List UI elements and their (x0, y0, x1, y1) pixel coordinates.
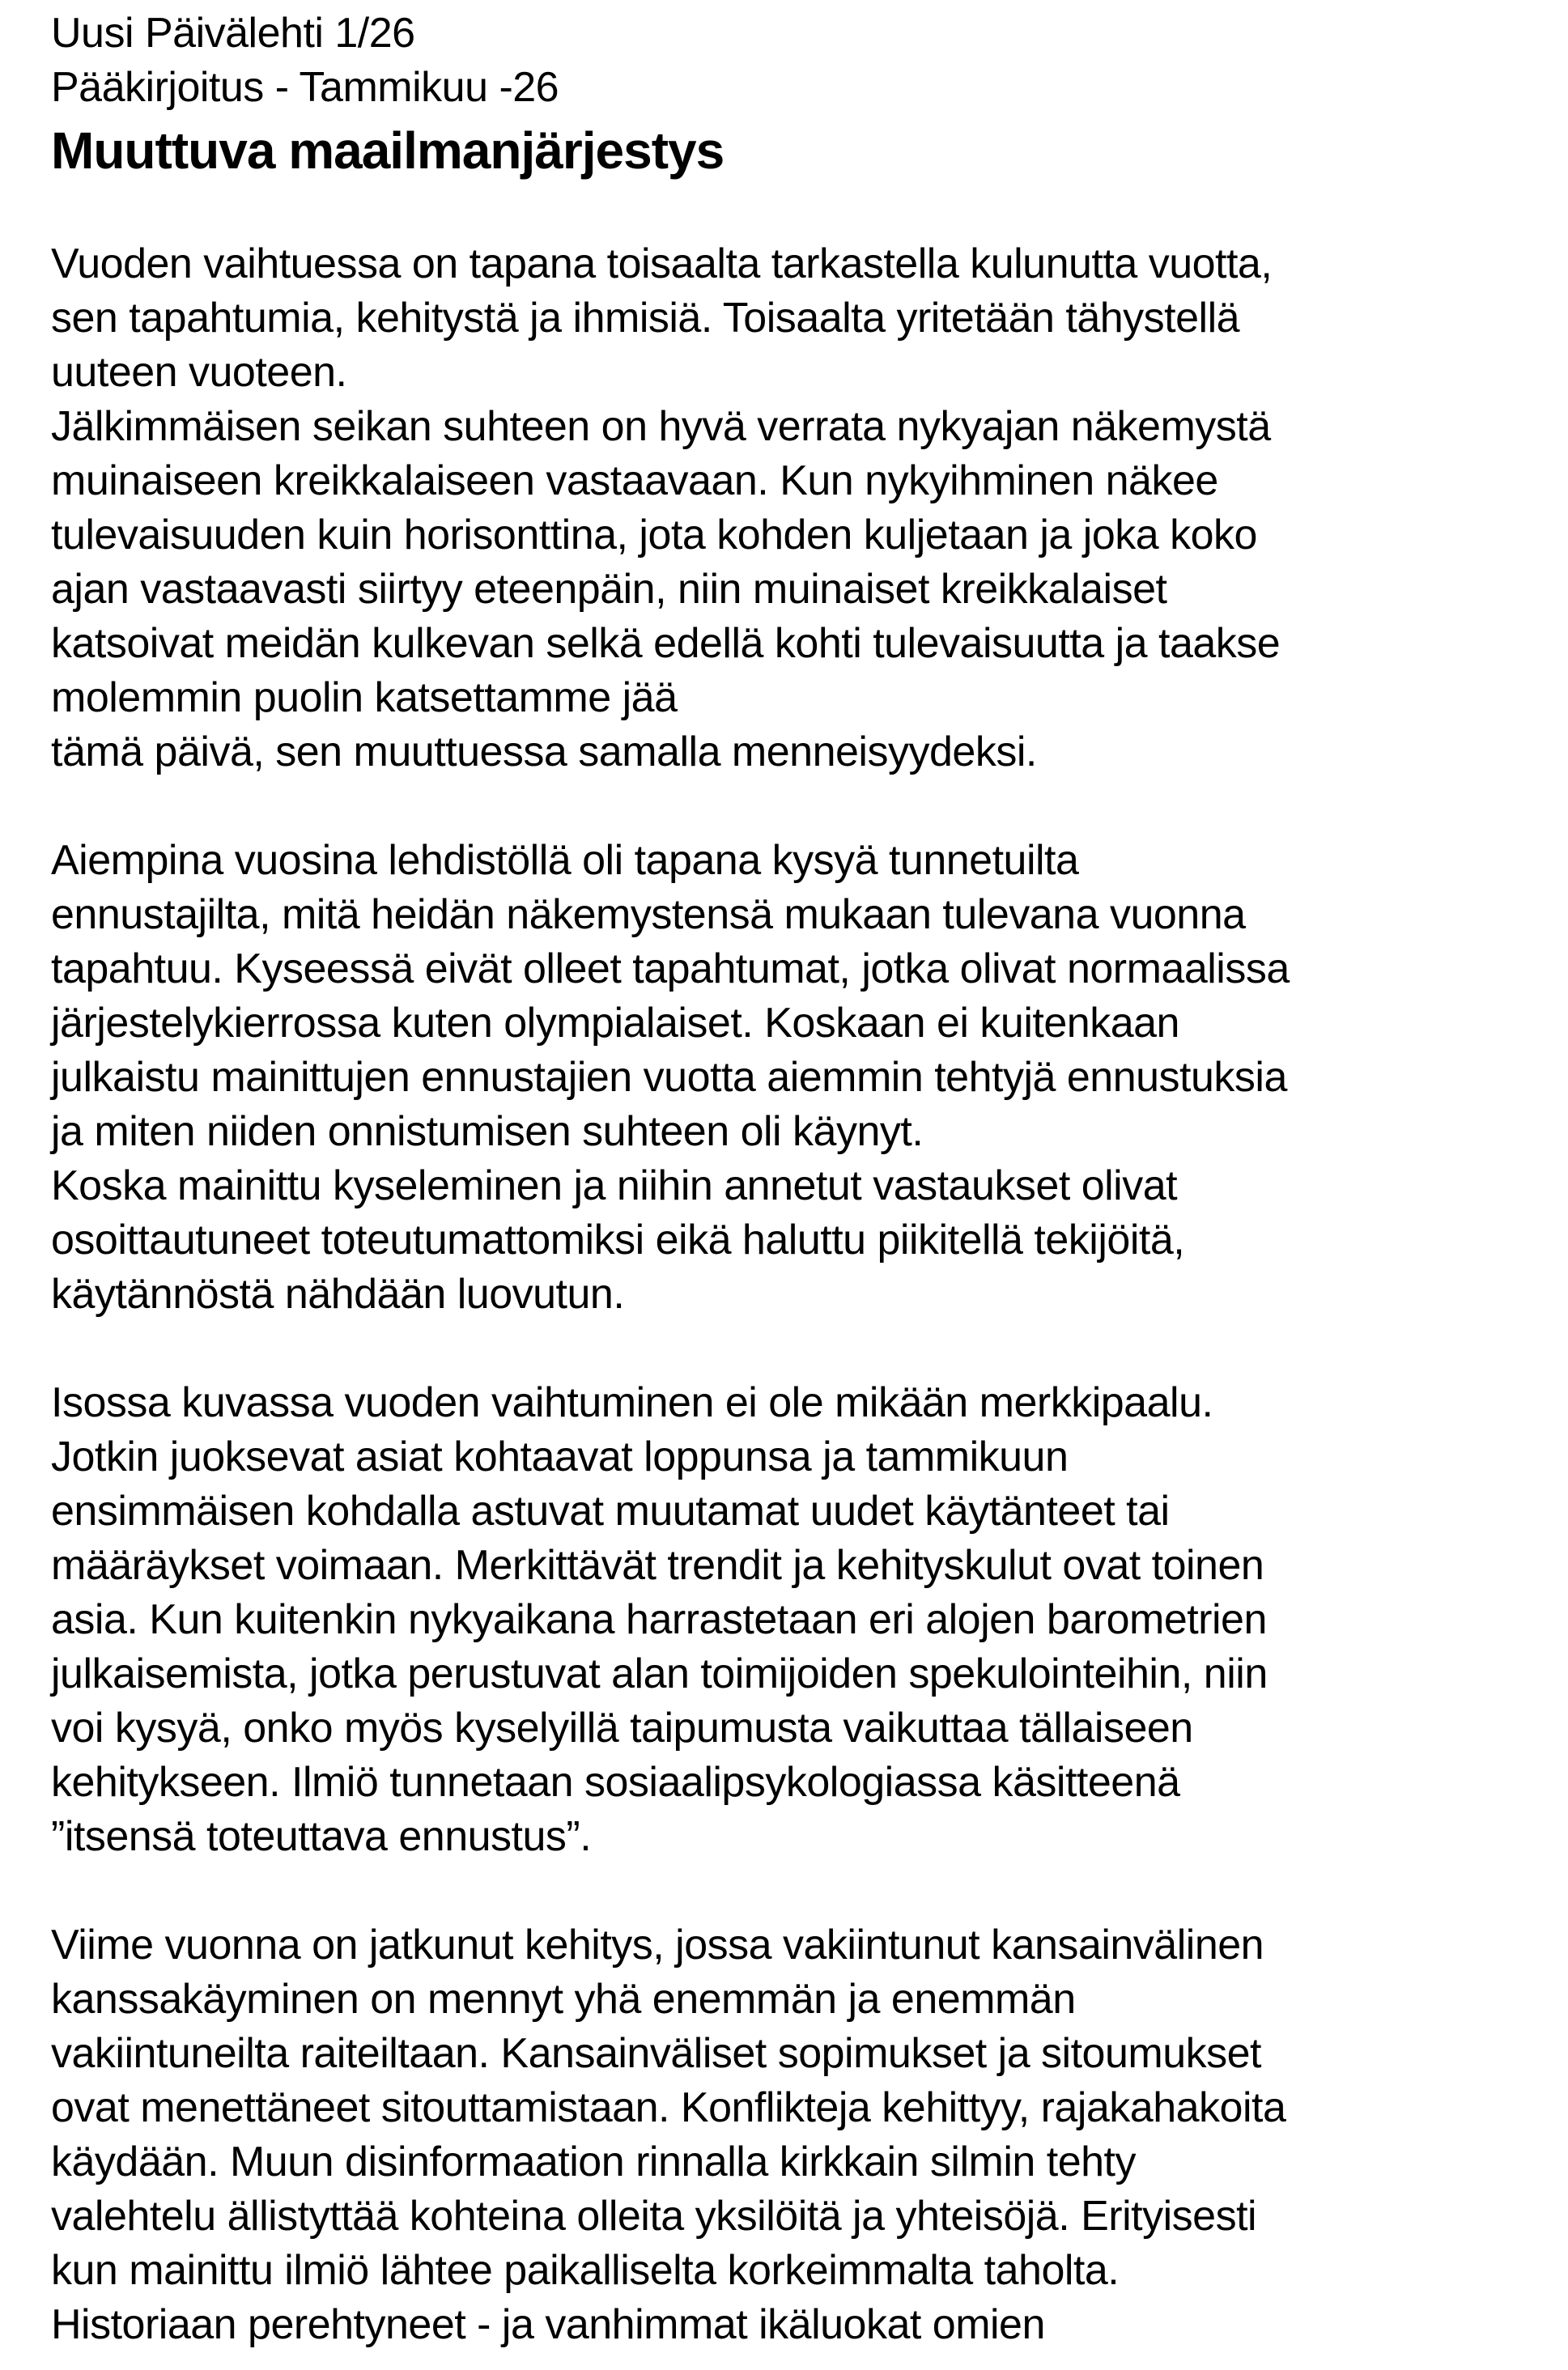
text-line: vakiintuneilta raiteiltaan. Kansainväliset sopimukset ja sitoumukset (51, 2030, 1261, 2077)
text-line: kehitykseen. Ilmiö tunnetaan sosiaalipsykologiassa käsitteenä (51, 1759, 1180, 1806)
paragraph (51, 237, 1544, 779)
text-line: järjestelykierrossa kuten olympialaiset. Koskaan ei kuitenkaan (51, 1000, 1179, 1047)
text-line: julkaisemista, jotka perustuvat alan toimijoiden spekulointeihin, niin (51, 1650, 1268, 1697)
text-line: kanssakäyminen on mennyt yhä enemmän ja enemmän (51, 1976, 1076, 2023)
text-line: osoittautuneet toteutumattomiksi eikä haluttu piikitellä tekijöitä, (51, 1217, 1185, 1264)
text-line: molemmin puolin katsettamme jää (51, 674, 678, 721)
text-line: ennustajilta, mitä heidän näkemystensä mukaan tulevana vuonna (51, 891, 1246, 938)
text-line: Aiempina vuosina lehdistöllä oli tapana kysyä tunnetuilta (51, 837, 1079, 884)
paragraph (51, 1918, 1544, 2352)
paragraph (51, 834, 1544, 1322)
text-line: ensimmäisen kohdalla astuvat muutamat uudet käytänteet tai (51, 1488, 1170, 1535)
text-line: Jotkin juoksevat asiat kohtaavat loppunsa ja tammikuun (51, 1433, 1069, 1480)
text-line: valehtelu ällistyttää kohteina olleita yksilöitä ja yhteisöjä. Erityisesti (51, 2193, 1257, 2240)
text-line: Jälkimmäisen seikan suhteen on hyvä verrata nykyajan näkemystä (51, 403, 1271, 450)
text-line: julkaistu mainittujen ennustajien vuotta aiemmin tehtyjä ennustuksia (51, 1054, 1287, 1101)
text-line: sen tapahtumia, kehitystä ja ihmisiä. Toisaalta yritetään tähystellä (51, 295, 1240, 342)
article-title: Muuttuva maailmanjärjestys (51, 121, 725, 180)
text-line: ajan vastaavasti siirtyy eteenpäin, niin muinaiset kreikkalaiset (51, 566, 1167, 613)
text-line: Viime vuonna on jatkunut kehitys, jossa vakiintunut kansainvälinen (51, 1922, 1264, 1969)
text-line: Historiaan perehtyneet - ja vanhimmat ikäluokat omien (51, 2301, 1045, 2348)
document-header (51, 6, 1544, 186)
text-line: tulevaisuuden kuin horisonttina, jota kohden kuljetaan ja joka koko (51, 512, 1257, 559)
text-line: muinaiseen kreikkalaiseen vastaavaan. Kun nykyihminen näkee (51, 457, 1218, 504)
section-line: Pääkirjoitus - Tammikuu -26 (51, 64, 559, 111)
text-line: voi kysyä, onko myös kyselyillä taipumusta vaikuttaa tällaiseen (51, 1705, 1193, 1752)
article-body (51, 237, 1544, 2352)
text-line: määräykset voimaan. Merkittävät trendit ja kehityskulut ovat toinen (51, 1542, 1264, 1589)
text-line: Vuoden vaihtuessa on tapana toisaalta tarkastella kulunutta vuotta, (51, 240, 1273, 287)
text-line: tapahtuu. Kyseessä eivät olleet tapahtumat, jotka olivat normaalissa (51, 945, 1290, 992)
text-line: kun mainittu ilmiö lähtee paikalliselta korkeimmalta taholta. (51, 2247, 1120, 2294)
text-line: käydään. Muun disinformaation rinnalla kirkkain silmin tehty (51, 2139, 1136, 2185)
publication-line: Uusi Päivälehti 1/26 (51, 10, 415, 57)
text-line: Koska mainittu kyseleminen ja niihin annetut vastaukset olivat (51, 1162, 1178, 1209)
text-line: käytännöstä nähdään luovutun. (51, 1271, 625, 1318)
text-line: Isossa kuvassa vuoden vaihtuminen ei ole mikään merkkipaalu. (51, 1379, 1213, 1426)
paragraph (51, 1376, 1544, 1864)
text-line: uuteen vuoteen. (51, 349, 347, 396)
text-line: ja miten niiden onnistumisen suhteen oli käynyt. (51, 1108, 924, 1155)
text-line: ”itsensä toteuttava ennustus”. (51, 1813, 592, 1860)
text-line: tämä päivä, sen muuttuessa samalla menneisyydeksi. (51, 728, 1037, 775)
text-line: katsoivat meidän kulkevan selkä edellä kohti tulevaisuutta ja taakse (51, 620, 1281, 667)
text-line: asia. Kun kuitenkin nykyaikana harrastetaan eri alojen barometrien (51, 1596, 1267, 1643)
text-line: ovat menettäneet sitouttamistaan. Konflikteja kehittyy, rajakahakoita (51, 2084, 1286, 2131)
